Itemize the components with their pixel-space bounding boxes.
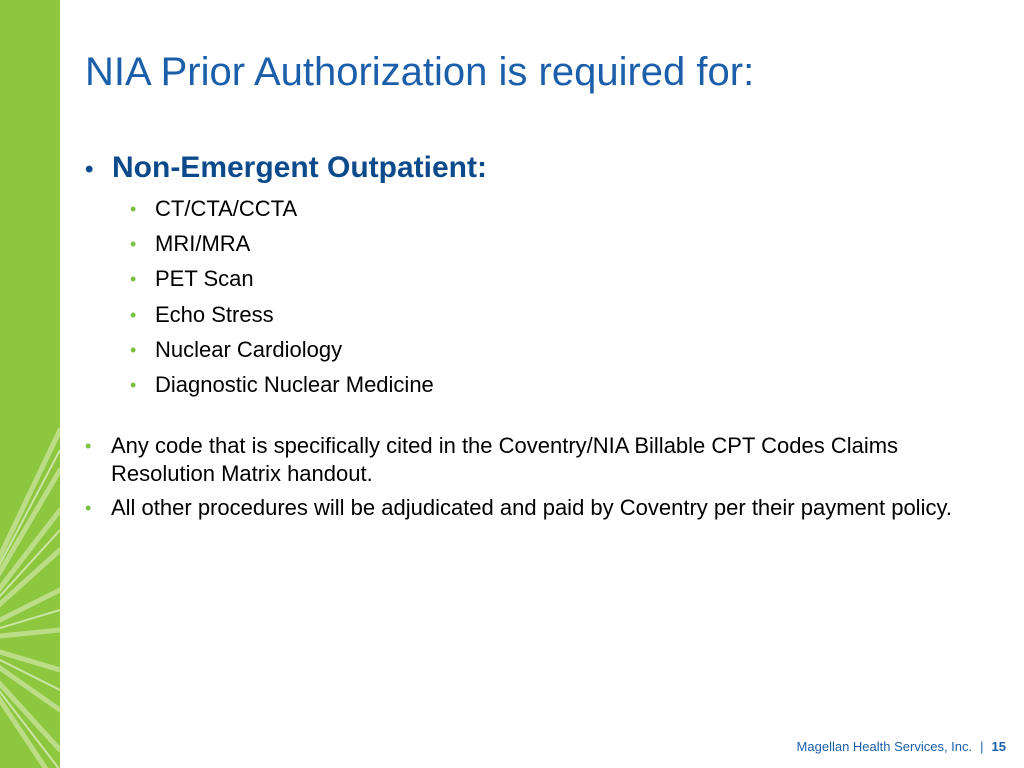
bullet-icon: • — [85, 436, 92, 456]
bullet-icon: • — [85, 498, 92, 518]
green-sidebar — [0, 0, 60, 768]
bullet-icon: • — [130, 199, 137, 219]
starburst-decoration-icon — [0, 0, 60, 768]
list-item-label: Nuclear Cardiology — [155, 336, 343, 362]
list-item-label: PET Scan — [155, 266, 254, 292]
bullet-item-cpt-codes — [85, 432, 965, 488]
list-item-label: MRI/MRA — [155, 231, 251, 257]
list-item-label: Echo Stress — [155, 301, 274, 327]
bullet-text: All other procedures will be adjudicated and paid by Coventry per their payment policy. — [111, 495, 952, 520]
section-heading: Non-Emergent Outpatient: — [112, 151, 487, 184]
footer — [797, 739, 1006, 754]
bullet-item-other-procedures — [85, 494, 965, 522]
bullet-icon: • — [130, 304, 137, 325]
bullet-icon: • — [85, 156, 94, 183]
bullet-icon: • — [130, 234, 137, 255]
list-item-label: Diagnostic Nuclear Medicine — [155, 371, 434, 397]
slide-title: NIA Prior Authorization is required for: — [85, 50, 755, 94]
bullet-icon: • — [130, 269, 137, 290]
list-item-label: CT/CTA/CCTA — [155, 196, 298, 221]
footer-separator: | — [980, 739, 984, 754]
bullet-text: Any code that is specifically cited in the Coventry/NIA Billable CPT Codes Claims Resolution Matrix handout. — [111, 433, 899, 486]
heading-bullet-item — [85, 148, 487, 190]
page-number: 15 — [991, 739, 1006, 754]
footer-company: Magellan Health Services, Inc. — [796, 739, 973, 754]
bullet-icon: • — [130, 374, 137, 395]
bullet-icon: • — [130, 339, 137, 360]
